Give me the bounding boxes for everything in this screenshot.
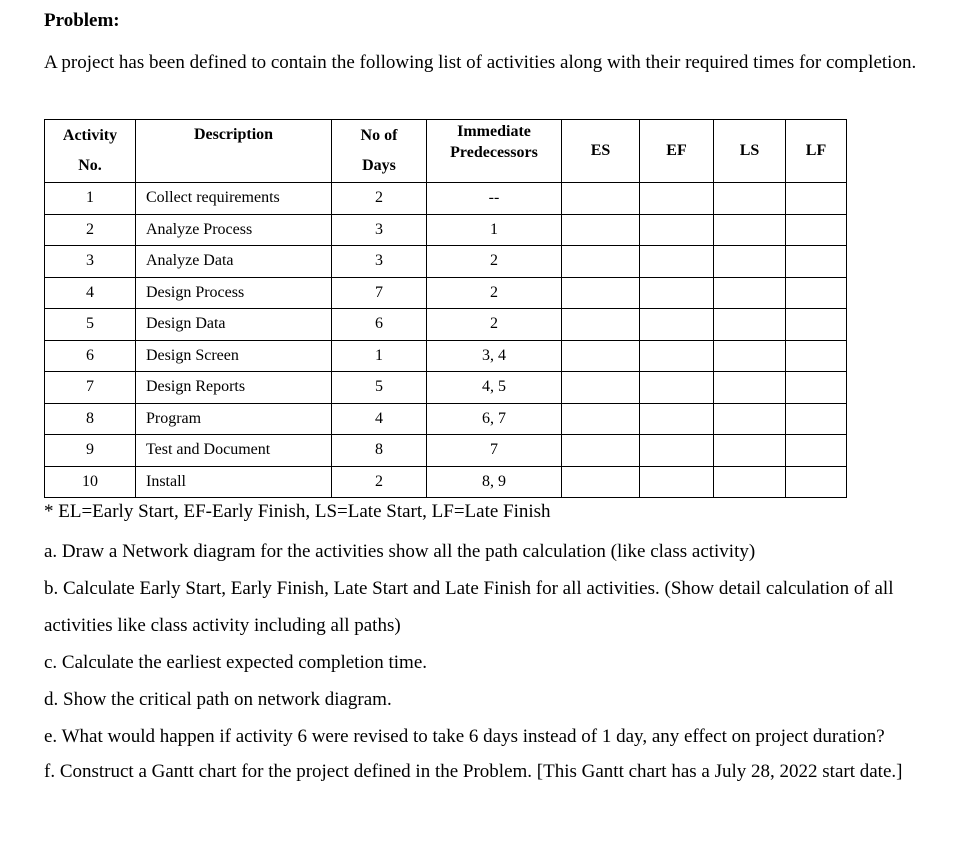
- cell-activity-no: 7: [45, 372, 136, 404]
- cell-activity-no: 10: [45, 466, 136, 498]
- cell-activity-no: 6: [45, 340, 136, 372]
- cell-predecessors: 2: [427, 246, 562, 278]
- header-days: [332, 120, 427, 183]
- cell-ls: [714, 214, 786, 246]
- cell-ls: [714, 246, 786, 278]
- header-pred-line2: Predecessors: [450, 144, 538, 161]
- cell-activity-no: 4: [45, 277, 136, 309]
- table-row: [45, 466, 847, 498]
- cell-lf: [786, 214, 847, 246]
- cell-ls: [714, 340, 786, 372]
- cell-ls: [714, 309, 786, 341]
- cell-es: [562, 340, 640, 372]
- table-row: [45, 309, 847, 341]
- activity-table: [44, 119, 847, 498]
- cell-predecessors: 6, 7: [427, 403, 562, 435]
- cell-days: 5: [332, 372, 427, 404]
- cell-predecessors: 1: [427, 214, 562, 246]
- cell-predecessors: 2: [427, 277, 562, 309]
- header-description: Description: [136, 120, 332, 183]
- cell-es: [562, 466, 640, 498]
- table-row: [45, 214, 847, 246]
- cell-es: [562, 183, 640, 215]
- question-c: c. Calculate the earliest expected completion time.: [44, 652, 428, 673]
- cell-es: [562, 372, 640, 404]
- cell-description: Program: [136, 403, 332, 435]
- cell-lf: [786, 466, 847, 498]
- cell-ef: [640, 372, 714, 404]
- cell-days: 4: [332, 403, 427, 435]
- cell-days: 3: [332, 246, 427, 278]
- cell-predecessors: 7: [427, 435, 562, 467]
- cell-ef: [640, 466, 714, 498]
- cell-days: 2: [332, 183, 427, 215]
- table-row: [45, 246, 847, 278]
- cell-description: Collect requirements: [136, 183, 332, 215]
- question-a: a. Draw a Network diagram for the activities show all the path calculation (like class activity): [44, 541, 756, 562]
- cell-es: [562, 277, 640, 309]
- header-days-line2: Days: [362, 157, 396, 174]
- cell-description: Analyze Process: [136, 214, 332, 246]
- question-e: e. What would happen if activity 6 were revised to take 6 days instead of 1 day, any effect on project duration?: [44, 726, 885, 747]
- cell-ef: [640, 183, 714, 215]
- cell-lf: [786, 372, 847, 404]
- question-d: d. Show the critical path on network diagram.: [44, 689, 392, 710]
- cell-ls: [714, 277, 786, 309]
- cell-description: Install: [136, 466, 332, 498]
- cell-predecessors: 3, 4: [427, 340, 562, 372]
- cell-activity-no: 2: [45, 214, 136, 246]
- cell-days: 3: [332, 214, 427, 246]
- cell-activity-no: 3: [45, 246, 136, 278]
- cell-lf: [786, 246, 847, 278]
- cell-lf: [786, 435, 847, 467]
- cell-ef: [640, 277, 714, 309]
- cell-activity-no: 8: [45, 403, 136, 435]
- problem-intro: A project has been defined to contain the following list of activities along with their required times for completion.: [44, 52, 917, 73]
- cell-ls: [714, 466, 786, 498]
- cell-days: 2: [332, 466, 427, 498]
- cell-lf: [786, 340, 847, 372]
- cell-es: [562, 309, 640, 341]
- cell-days: 6: [332, 309, 427, 341]
- cell-lf: [786, 403, 847, 435]
- cell-activity-no: 9: [45, 435, 136, 467]
- cell-ef: [640, 309, 714, 341]
- cell-es: [562, 435, 640, 467]
- cell-description: Analyze Data: [136, 246, 332, 278]
- cell-description: Test and Document: [136, 435, 332, 467]
- cell-days: 1: [332, 340, 427, 372]
- cell-predecessors: 2: [427, 309, 562, 341]
- header-es: ES: [562, 120, 640, 183]
- cell-ls: [714, 183, 786, 215]
- header-activity-line2: No.: [78, 157, 102, 174]
- questions-section: [44, 498, 944, 784]
- cell-description: Design Reports: [136, 372, 332, 404]
- legend-note: * EL=Early Start, EF-Early Finish, LS=Late Start, LF=Late Finish: [44, 501, 551, 522]
- question-b: b. Calculate Early Start, Early Finish, Late Start and Late Finish for all activities. (Show detail calculation of all activities like class activity including all paths): [44, 578, 894, 636]
- table-row: [45, 372, 847, 404]
- cell-predecessors: --: [427, 183, 562, 215]
- cell-es: [562, 403, 640, 435]
- cell-ef: [640, 340, 714, 372]
- table-row: [45, 435, 847, 467]
- cell-description: Design Process: [136, 277, 332, 309]
- cell-predecessors: 8, 9: [427, 466, 562, 498]
- header-predecessors: [427, 120, 562, 183]
- question-f: f. Construct a Gantt chart for the project defined in the Problem. [This Gantt chart has a July 28, 2022 start date.]: [44, 761, 903, 782]
- header-activity-no: [45, 120, 136, 183]
- problem-heading: Problem:: [44, 10, 120, 31]
- cell-ls: [714, 403, 786, 435]
- header-pred-line1: Immediate: [457, 123, 531, 140]
- cell-ls: [714, 372, 786, 404]
- cell-description: Design Screen: [136, 340, 332, 372]
- cell-lf: [786, 277, 847, 309]
- cell-ef: [640, 435, 714, 467]
- table-header-row: [45, 120, 847, 183]
- cell-ef: [640, 214, 714, 246]
- header-activity-line1: Activity: [62, 127, 118, 144]
- cell-ef: [640, 246, 714, 278]
- cell-activity-no: 1: [45, 183, 136, 215]
- header-days-line1: No of: [360, 127, 398, 144]
- cell-days: 7: [332, 277, 427, 309]
- cell-ef: [640, 403, 714, 435]
- cell-ls: [714, 435, 786, 467]
- header-ef: EF: [640, 120, 714, 183]
- cell-es: [562, 214, 640, 246]
- cell-es: [562, 246, 640, 278]
- cell-predecessors: 4, 5: [427, 372, 562, 404]
- table-row: [45, 277, 847, 309]
- cell-activity-no: 5: [45, 309, 136, 341]
- cell-description: Design Data: [136, 309, 332, 341]
- cell-days: 8: [332, 435, 427, 467]
- table-row: [45, 403, 847, 435]
- table-row: [45, 183, 847, 215]
- cell-lf: [786, 309, 847, 341]
- table-row: [45, 340, 847, 372]
- header-ls: LS: [714, 120, 786, 183]
- cell-lf: [786, 183, 847, 215]
- header-lf: LF: [786, 120, 847, 183]
